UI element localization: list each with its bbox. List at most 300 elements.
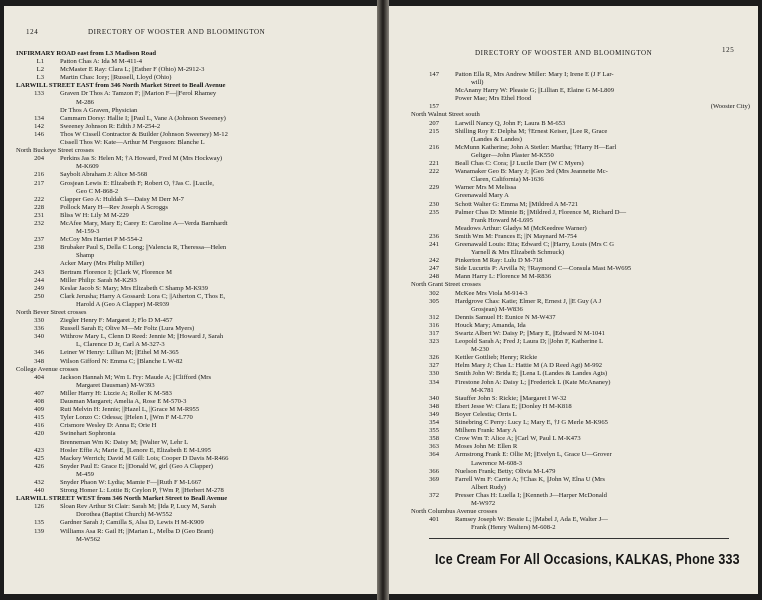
entry-text: M-230 — [471, 346, 489, 354]
directory-entry — [411, 395, 754, 403]
house-number: 416 — [34, 422, 44, 430]
entry-text: Greenawald Mary A — [455, 192, 509, 200]
entry-text: Warner Mrs M Melissa — [455, 184, 517, 192]
house-number: 346 — [34, 349, 44, 357]
house-number: 369 — [429, 475, 439, 483]
directory-entry — [16, 244, 368, 252]
entry-text: Yarnell & Mrs Elizabeth Schmuck) — [471, 249, 565, 257]
entry-text: Strong Homer L: Lottie B; Ceylon P, †Wm P, ||Herbert M-278 — [60, 487, 224, 495]
directory-entry — [16, 422, 368, 430]
directory-entry — [411, 484, 754, 492]
entry-text: Grosjean Lewis E: Elizabeth F; Robert O, †Jas C. ||Lucile, — [60, 179, 214, 187]
entry-text: M-159-3 — [76, 228, 100, 236]
entry-text: Lawrence M-608-3 — [471, 459, 523, 467]
entry-text: McCoy Mrs Harriet P M-554-2 — [60, 236, 143, 244]
entry-text: Palmer Chas D: Minnie B; ||Mildred J, Florence M, Richard D— — [455, 208, 627, 216]
entry-text: Ziegler Henry F: Margaret J; Flo D M-457 — [60, 317, 173, 325]
directory-entry — [411, 387, 754, 395]
entry-text: Milhem Frank: Mary A — [455, 427, 517, 435]
house-number: 330 — [429, 370, 439, 378]
entry-text: Kettler Gottlieb; Henry; Rickie — [455, 354, 538, 362]
cross-street-heading — [16, 147, 368, 155]
entry-text: Dausman Margaret; Amelia A, Rose E M-570-3 — [60, 398, 187, 406]
directory-entry — [16, 90, 368, 98]
house-number: L1 — [36, 58, 44, 66]
entry-text: Stauffer John S: Rickie; ||Margaret I W-32 — [455, 394, 567, 402]
directory-listing-right — [411, 71, 754, 532]
directory-entry — [411, 468, 754, 476]
directory-entry — [411, 192, 754, 200]
house-number: 204 — [34, 155, 44, 163]
entry-text: College Avenue crosses — [16, 365, 79, 373]
directory-entry — [16, 139, 368, 147]
directory-entry — [411, 249, 754, 257]
house-number: 372 — [429, 491, 439, 499]
house-number: 326 — [429, 354, 439, 362]
house-number: 236 — [429, 232, 439, 240]
entry-text: McAfee Mary, Mary E; Carey E: Caroline A—Verda Barnhardt — [60, 219, 228, 227]
directory-entry — [16, 155, 368, 163]
directory-entry — [16, 430, 368, 438]
entry-text: Swinehart Sophronia — [60, 430, 116, 438]
house-number: 142 — [34, 122, 44, 130]
entry-text: Hosler Effie A; Marie E, ||Lenore E, Elizabeth E M-L995 — [60, 446, 212, 454]
house-number: 216 — [34, 171, 44, 179]
directory-entry — [411, 500, 754, 508]
entry-text: North Grant Street crosses — [411, 281, 481, 289]
entry-text: Ebert Jesse W: Clara E; ||Donley H M-K818 — [455, 402, 572, 410]
directory-entry — [16, 528, 368, 536]
house-number: 222 — [429, 168, 439, 176]
house-number: 248 — [429, 273, 439, 281]
directory-entry — [411, 362, 754, 370]
house-number: 355 — [429, 427, 439, 435]
entry-text: Meadows Arthur: Gladys M (McKeedree Warner) — [455, 224, 587, 232]
house-number: 139 — [34, 527, 44, 535]
entry-text: Dennis Samuel H: Eunice N M-W437 — [455, 313, 556, 321]
directory-entry — [16, 236, 368, 244]
house-number: 440 — [34, 487, 44, 495]
entry-text: Patton Chas A: Ida M M-411-4 — [60, 58, 142, 66]
house-number: 312 — [429, 313, 439, 321]
house-number: 217 — [34, 179, 44, 187]
entry-text: Smith Wm M: Frances E; ||N Maynard M-754 — [455, 232, 577, 240]
directory-entry — [411, 492, 754, 500]
directory-entry — [411, 225, 754, 233]
entry-text: Armstrong Frank E: Ollie M; ||Evelyn L, Grace U—Grover — [455, 451, 612, 459]
entry-text: Miller Harry H: Lizzie A; Roller K M-583 — [60, 389, 172, 397]
directory-entry — [16, 123, 368, 131]
house-number: 126 — [34, 503, 44, 511]
directory-entry — [16, 358, 368, 366]
directory-entry — [16, 390, 368, 398]
directory-entry — [16, 163, 368, 171]
directory-entry — [411, 451, 754, 459]
entry-text: Hardgrove Chas: Katie; Elmer R, Ernest J, ||E Guy (A J — [455, 297, 602, 305]
entry-text: Geltger—John Plaster M-K550 — [471, 151, 554, 159]
entry-text: Mann Harry L: Florence M M-R836 — [455, 273, 552, 281]
directory-entry — [16, 171, 368, 179]
entry-text: Schott Walter G: Emma M; ||Mildred A M-721 — [455, 200, 579, 208]
directory-entry — [16, 536, 368, 544]
house-number: 244 — [34, 276, 44, 284]
entry-text: Patton Ella R, Mrs Andrew Miller: Mary I; Irene E (J F Lar- — [455, 71, 614, 78]
house-number: 364 — [429, 451, 439, 459]
entry-text: Russell Sarah E; Olive M—Mr Foltz (Lura Myers) — [60, 325, 195, 333]
entry-text: Firestone John A: Daisy L; ||Frederick L (Kate McAnaney) — [455, 378, 611, 386]
house-number: 426 — [34, 462, 44, 470]
directory-entry — [16, 317, 368, 325]
entry-text: Nuelson Frank; Betty; Olivia M-L479 — [455, 467, 556, 475]
right-page — [389, 6, 758, 594]
entry-text: McMunn Katherine; John A Stetler: Martha; †Harry H—Earl — [455, 143, 617, 151]
directory-entry — [16, 349, 368, 357]
directory-listing-left — [16, 50, 368, 544]
directory-entry — [411, 87, 754, 95]
directory-entry — [411, 403, 754, 411]
house-number: 348 — [34, 357, 44, 365]
directory-entry — [16, 414, 368, 422]
entry-text: Crow Wm T: Alice A; ||Carl W, Paul L M-K473 — [455, 435, 581, 443]
house-number: 250 — [34, 292, 44, 300]
house-number: 134 — [34, 114, 44, 122]
entry-text: Leopold Sarah A; Fred J; Laura D; ||John F, Katherine L — [455, 338, 604, 346]
entry-text: will) — [471, 79, 484, 87]
entry-text: Geo C M-868-2 — [76, 187, 119, 195]
house-number: 330 — [34, 317, 44, 325]
entry-text: L, Clarence D Jr, Carl A M-327-3 — [76, 341, 165, 349]
entry-text: North Walnut Street south — [411, 111, 480, 119]
directory-entry — [16, 252, 368, 260]
page-number: 125 — [722, 46, 735, 54]
house-number: 336 — [34, 325, 44, 333]
entry-text: Cammarn Dorsy: Hallie I; ||Paul L, Vane A (Johnson Sweeney) — [60, 114, 226, 122]
directory-entry — [411, 346, 754, 354]
directory-entry — [411, 516, 754, 524]
house-number: 425 — [34, 454, 44, 462]
entry-text: Claren, California) M-1636 — [471, 176, 544, 184]
directory-entry — [411, 443, 754, 451]
directory-entry — [411, 476, 754, 484]
directory-entry — [16, 269, 368, 277]
directory-entry — [16, 220, 368, 228]
house-number: 358 — [429, 435, 439, 443]
entry-text: Harold A (Geo A Clapper) M-R939 — [76, 300, 170, 308]
directory-entry — [16, 58, 368, 66]
entry-text: Presser Chas H: Luella I; ||Kenneth J—Harper McDonald — [455, 491, 607, 499]
entry-text: M-459 — [76, 470, 94, 478]
entry-text: Withrow Mary L, Clenn D Reed: Jennie M; ||Howard J, Sarah — [60, 333, 224, 341]
entry-text: LARWILL STREET EAST from 346 North Market Street to Beall Avenue — [16, 82, 226, 90]
entry-text: Wilson Gifford N: Emma C; ||Blanche L W-82 — [60, 357, 183, 365]
house-number: 232 — [34, 219, 44, 227]
directory-entry — [411, 136, 754, 144]
house-number: 317 — [429, 330, 439, 337]
directory-entry — [411, 379, 754, 387]
book-gutter — [377, 0, 389, 600]
directory-entry — [16, 439, 368, 447]
cross-street-heading — [411, 111, 754, 119]
directory-entry — [411, 128, 754, 136]
entry-text: Brenneman Wm K: Daisy M; ||Walter W, Lehr L — [60, 438, 189, 446]
directory-entry — [16, 301, 368, 309]
directory-entry — [16, 115, 368, 123]
directory-entry — [16, 107, 368, 115]
cross-street-heading — [16, 309, 368, 317]
street-heading — [16, 50, 368, 58]
entry-text: Sweeney Johnson R: Edith J M-254-2 — [60, 122, 161, 130]
entry-text: M-K609 — [76, 163, 99, 171]
entry-text: Keslar Jacob S: Mary; Mrs Elizabeth C Shamp M-K939 — [60, 284, 208, 292]
house-number: 222 — [34, 195, 44, 203]
entry-text: Snyder Paul E: Grace E; ||Donald W, girl (Geo A Clapper) — [60, 462, 213, 470]
directory-entry — [411, 435, 754, 443]
entry-text: M-286 — [76, 98, 94, 106]
entry-text: Ramsey Joseph W: Bessie L; ||Mabel J, Ada E, Walter J— — [455, 516, 608, 524]
entry-text: McKee Mrs Viola M-914-3 — [455, 289, 528, 297]
directory-entry — [16, 196, 368, 204]
cross-street-heading — [411, 508, 754, 516]
directory-entry — [16, 382, 368, 390]
entry-text: North Columbus Avenue crosses — [411, 508, 498, 516]
directory-entry — [16, 212, 368, 220]
directory-entry — [411, 314, 754, 322]
directory-entry — [411, 330, 754, 338]
house-number: 215 — [429, 127, 439, 135]
directory-entry — [16, 293, 368, 301]
directory-entry — [411, 322, 754, 330]
directory-entry — [411, 290, 754, 298]
entry-text: Williams Asa R: Gail H; ||Marian L, Melba D (Geo Brant) — [60, 527, 214, 535]
entry-text: Dr Thos A Graven, Physician — [60, 106, 138, 114]
directory-entry — [16, 463, 368, 471]
directory-entry — [16, 285, 368, 293]
entry-text: Albert Rudy) — [471, 483, 506, 491]
directory-entry — [411, 370, 754, 378]
entry-text: Bliss W H: Lily M M-229 — [60, 211, 129, 219]
entry-text: Helm Mary J; Chas L: Hattie M (A D Reed Agt) M-992 — [455, 362, 603, 370]
house-number: 221 — [429, 160, 439, 168]
directory-entry — [411, 354, 754, 362]
entry-text: Crismore Wesley D: Anna E; Orie H — [60, 422, 157, 430]
entry-text: Perkins Jas S: Helen M; †A Howard, Fred M (Mrs Hockway) — [60, 155, 223, 163]
house-number: 242 — [429, 257, 439, 265]
entry-text: Sloan Rev Arthur St Clair: Sarah M; ||Ida P, Lucy M, Sarah — [60, 503, 216, 511]
entry-text: Mackey Werrich; David M Gill: Lois; Cooper D Davis M-R466 — [60, 454, 229, 462]
entry-text: Gardner Sarah J; Camilla S, Alsa D, Lewis H M-K909 — [60, 519, 204, 527]
directory-entry — [16, 66, 368, 74]
directory-entry — [411, 95, 754, 103]
house-number: 366 — [429, 467, 439, 475]
directory-entry — [411, 524, 754, 532]
directory-entry — [411, 152, 754, 160]
directory-entry — [411, 79, 754, 87]
house-number: 207 — [429, 119, 439, 127]
entry-text: Pollock Mary H—Rev Joseph A Scroggs — [60, 203, 168, 211]
entry-text: Swartz Albert W: Daisy P; ||Mary E, ||Edward N M-1041 — [455, 330, 605, 337]
house-number: 409 — [34, 406, 44, 414]
house-number: 327 — [429, 362, 439, 370]
directory-entry — [16, 204, 368, 212]
entry-text: Frank (Henry Walters) M-608-2 — [471, 524, 556, 532]
directory-entry — [16, 511, 368, 519]
entry-text: Saybolt Abraham J: Alice M-568 — [60, 171, 148, 179]
entry-text: North Bever Street crosses — [16, 309, 87, 316]
cross-street-heading — [16, 366, 368, 374]
house-number: 323 — [429, 338, 439, 346]
page-header-title: DIRECTORY OF WOOSTER AND BLOOMINGTON — [475, 49, 653, 57]
entry-text: Greenawald Louis: Etta; Edward C; ||Harry, Louis (Mrs C G — [455, 240, 614, 248]
directory-entry — [16, 447, 368, 455]
house-number: 415 — [34, 414, 44, 422]
entry-text: Bertram Florence I; ||Clark W, Florence M — [60, 268, 172, 276]
directory-entry — [16, 277, 368, 285]
house-number: 216 — [429, 143, 439, 151]
directory-entry — [16, 188, 368, 196]
cross-street-heading — [411, 281, 754, 289]
house-number: L2 — [36, 66, 44, 74]
directory-entry — [411, 168, 754, 176]
page-header-title: DIRECTORY OF WOOSTER AND BLOOMINGTON — [88, 28, 266, 36]
left-page — [4, 6, 377, 594]
directory-entry — [16, 99, 368, 107]
directory-entry — [411, 411, 754, 419]
entry-text: Power Mae; Mrs Ethel Hood — [455, 95, 532, 103]
directory-entry — [411, 306, 754, 314]
entry-text: Snyder Phaon W: Lydia; Mamie F—||Ruth F M-L667 — [60, 478, 202, 486]
house-number: 147 — [429, 71, 439, 78]
entry-text: (Wooster City) — [710, 103, 750, 111]
entry-text: Tyler Lonzo C: Odessa; ||Helen I, ||Wm F M-L770 — [60, 414, 193, 422]
entry-text: Margaret Dausman) M-W393 — [76, 381, 155, 389]
directory-entry — [16, 479, 368, 487]
directory-entry — [411, 241, 754, 249]
house-number: L3 — [36, 74, 44, 82]
entry-text: INFIRMARY ROAD east from L3 Madison Road — [16, 50, 157, 57]
entry-text: Moses John M: Ellen R — [455, 443, 518, 451]
entry-text: Boyer Celestia; Orris L — [455, 410, 517, 418]
street-heading — [16, 82, 368, 90]
directory-entry — [16, 131, 368, 139]
house-number: 408 — [34, 398, 44, 406]
house-number: 404 — [34, 373, 44, 381]
directory-entry — [16, 341, 368, 349]
directory-entry — [411, 176, 754, 184]
house-number: 230 — [429, 200, 439, 208]
house-number: 316 — [429, 321, 439, 329]
house-number: 407 — [34, 389, 44, 397]
entry-text: Cissell Thos W: Kate—Arthur M Ferguson: Blanche L — [60, 139, 205, 147]
directory-entry — [411, 298, 754, 306]
entry-text: Clark Jerusha; Harry A Gossard: Lora C; ||Atherton C, Thos E, — [60, 292, 226, 300]
entry-text: Shilling Roy E: Delpha M; †Ernest Keiser, ||Lee R, Grace — [455, 127, 608, 135]
house-number: 157 — [429, 103, 439, 111]
house-number: 401 — [429, 516, 439, 524]
entry-text: M-W972 — [471, 499, 496, 507]
entry-text: Acker Mary (Mrs Philip Miller) — [60, 260, 145, 268]
house-number: 340 — [34, 333, 44, 341]
house-number: 237 — [34, 236, 44, 244]
entry-text: LARWILL STREET WEST from 346 North Market Street to Beall Avenue — [16, 495, 228, 503]
entry-text: Martin Chas: Icey; ||Russell, Lloyd (Ohio) — [60, 74, 172, 82]
directory-entry — [16, 487, 368, 495]
entry-text: Pinkerton M Ray: Lulu D M-718 — [455, 257, 543, 265]
directory-entry — [16, 471, 368, 479]
entry-text: Dorothea (Baptist Church) M-W552 — [76, 511, 173, 519]
directory-entry — [411, 419, 754, 427]
street-heading — [16, 495, 368, 503]
house-number: 231 — [34, 211, 44, 219]
directory-entry — [16, 180, 368, 188]
directory-entry — [16, 519, 368, 527]
house-number: 249 — [34, 284, 44, 292]
entry-text: McMaster E Ray: Clara L; ||Esther F (Ohio) M-2912-3 — [60, 66, 205, 74]
house-number: 349 — [429, 410, 439, 418]
house-number: 420 — [34, 430, 44, 438]
directory-entry — [411, 144, 754, 152]
entry-text: Graven Dr Thos A: Tamzon F; ||Marion F—||Ferol Rhamey — [60, 90, 217, 98]
entry-text: Houck Mary; Amanda, Ida — [455, 321, 526, 329]
entry-text: Beall Chas C: Cora; ||J Lucile Darr (W C Myers) — [455, 160, 584, 168]
directory-entry — [411, 338, 754, 346]
house-number: 305 — [429, 297, 439, 305]
directory-entry — [411, 233, 754, 241]
entry-text: Leiner W Henry: Lillian M; ||Ethel M M-365 — [60, 349, 179, 357]
house-number: 228 — [34, 203, 44, 211]
house-number: 229 — [429, 184, 439, 192]
entry-text: Miller Philip: Sarah M-K293 — [60, 276, 137, 284]
entry-text: Farrell Wm F: Carrie A; †Chas K, ||John W, Elna U (Mrs — [455, 475, 605, 483]
house-number: 135 — [34, 519, 44, 527]
house-number: 241 — [429, 240, 439, 248]
directory-entry — [411, 427, 754, 435]
entry-text: Wanamaker Geo B: Mary J; ||Geo 3rd (Mrs Jeannette Mc- — [455, 168, 608, 176]
entry-text: McAnany Harry W: Pleasie G; ||Lillian E, Elaine G M-L809 — [455, 87, 615, 95]
directory-entry — [411, 103, 754, 111]
entry-text: Smith John W: Brida E; ||Lena L (Landes & Landes Agts) — [455, 370, 608, 378]
house-number: 247 — [429, 265, 439, 273]
directory-entry — [411, 201, 754, 209]
entry-text: Clapper Geo A: Huldah S—Daisy M Derr M-7 — [60, 195, 184, 203]
directory-entry — [16, 74, 368, 82]
house-number: 354 — [429, 419, 439, 427]
house-number: 423 — [34, 446, 44, 454]
entry-text: Jackson Hannah M; Wm L Fry: Maude A; ||Clifford (Mrs — [60, 373, 212, 381]
directory-entry — [411, 460, 754, 468]
entry-text: Ruti Melvin H: Jennie; ||Hazel L, ||Grace M M-R955 — [60, 406, 200, 414]
directory-entry — [16, 398, 368, 406]
house-number: 302 — [429, 289, 439, 297]
directory-entry — [16, 503, 368, 511]
house-number: 146 — [34, 130, 44, 138]
directory-entry — [16, 455, 368, 463]
entry-text: North Buckeye Street crosses — [16, 147, 94, 155]
directory-entry — [411, 160, 754, 168]
directory-entry — [16, 325, 368, 333]
directory-entry — [16, 228, 368, 236]
house-number: 133 — [34, 90, 44, 98]
entry-text: M-W562 — [76, 535, 101, 543]
ad-rule-top — [429, 538, 729, 539]
house-number: 334 — [429, 378, 439, 386]
advertisement-banner: Ice Cream For All Occasions, KALKAS, Phone 333 — [435, 552, 740, 568]
house-number: 363 — [429, 443, 439, 451]
directory-entry — [411, 257, 754, 265]
directory-entry — [411, 217, 754, 225]
entry-text: (Landes & Landes) — [471, 135, 522, 143]
house-number: 340 — [429, 394, 439, 402]
directory-entry — [411, 273, 754, 281]
